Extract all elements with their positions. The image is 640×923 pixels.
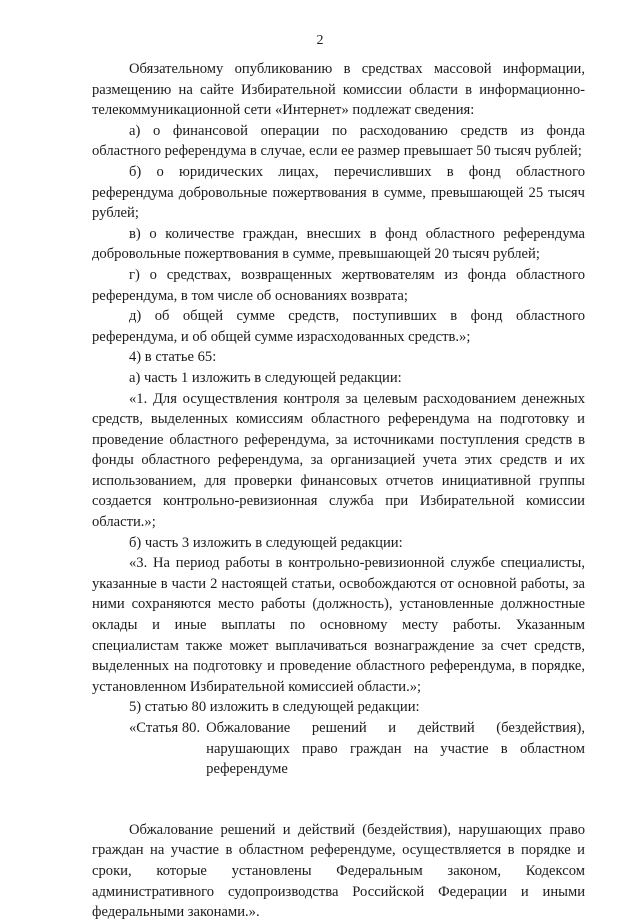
article-80-title-block	[92, 718, 585, 780]
article-80-title: Обжалование решений и действий (бездействия), нарушающих право граждан на участие в областном референдуме	[206, 720, 585, 778]
page-number: 2	[316, 33, 324, 48]
paragraph-item-g: г) о средствах, возвращенных жертвователям из фонда областного референдума, в том числе об основаниях возврата;	[92, 266, 585, 304]
document-body	[92, 59, 585, 923]
paragraph-item-b: б) о юридических лицах, перечисливших в фонд областного референдума добровольные пожертвования в сумме, превышающей 25 тысяч рублей;	[92, 163, 585, 222]
paragraph-part-3-text: «3. На период работы в контрольно-ревизионной службе специалисты, указанные в части 2 настоящей статьи, освобождаются от основной работы, за ними сохраняются место работы (должность), установленные должностные оклады и иные выплаты по основному месту работы. Указанным специалистам также может выплачиваться вознаграждение за счет средств, выделенных на подготовку и проведение областного референдума, в порядке, установленном Избирательной комиссией области.»;	[92, 555, 585, 695]
paragraph-part-1-heading: а) часть 1 изложить в следующей редакции:	[129, 369, 402, 386]
paragraph-intro: Обязательному опубликованию в средствах массовой информации, размещению на сайте Избирательной комиссии области в информационно-телекоммуникационной сети «Интернет» подлежат сведения:	[92, 61, 585, 119]
paragraph-item-d: д) об общей сумме средств, поступивших в фонд областного референдума, и об общей сумме израсходованных средств.»;	[92, 308, 585, 345]
paragraph-article-80-heading: 5) статью 80 изложить в следующей редакции:	[129, 699, 420, 716]
article-80-prefix: «Статья 80.	[129, 720, 201, 736]
paragraph-part-3-heading: б) часть 3 изложить в следующей редакции:	[129, 534, 403, 551]
paragraph-closing: Обжалование решений и действий (бездействия), нарушающих право граждан на участие в областном референдуме, осуществляется в порядке и сроки, которые установлены Федеральным законом, Кодексом административного судопроизводства Российской Федерации и иными федеральными законами.».	[92, 821, 585, 921]
spacer	[92, 780, 585, 820]
paragraph-item-a: а) о финансовой операции по расходованию средств из фонда областного референдума в случае, если ее размер превышает 50 тысяч рублей;	[92, 122, 585, 160]
paragraph-item-v: в) о количестве граждан, внесших в фонд областного референдума добровольные пожертвования в сумме, превышающей 20 тысяч рублей;	[92, 225, 585, 263]
paragraph-part-1-text: «1. Для осуществления контроля за целевым расходованием денежных средств, выделенных комиссиям областного референдума на подготовку и проведение областного референдума, за источниками поступления средств в фонды областного референдума, за организацией учета этих средств и их использованием, для проверки финансовых отчетов инициативной группы создается контрольно-ревизионная служба при Избирательной комиссии области.»;	[92, 390, 585, 531]
paragraph-article-65-heading: 4) в статье 65:	[129, 349, 217, 366]
